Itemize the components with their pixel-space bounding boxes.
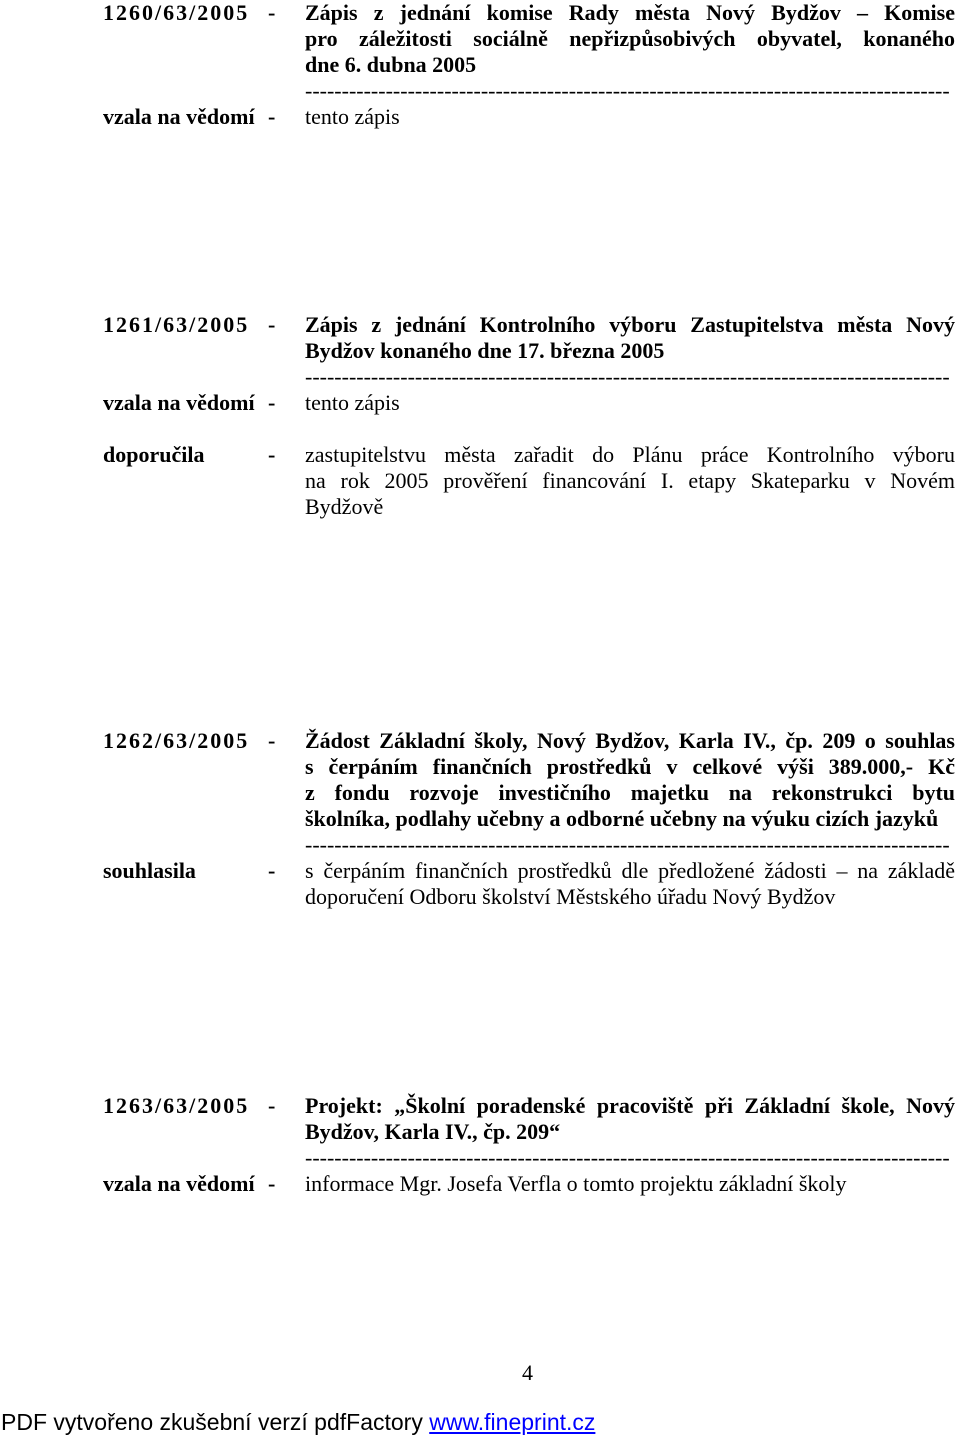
resolution-header [103, 1093, 955, 1171]
resolution-dash: - [268, 1093, 276, 1118]
action-dash: - [268, 858, 276, 883]
action-text [305, 390, 955, 416]
action-row [103, 442, 955, 520]
action-text-line: doporučení Odboru školství Městského úřadu Nový Bydžov [305, 884, 836, 909]
action-text-line: s čerpáním finančních prostředků dle předložené žádosti – na základě [305, 858, 955, 883]
action-dash: - [268, 442, 276, 467]
resolution-header [103, 728, 955, 858]
resolution-number: 1262/63/2005 [103, 728, 250, 753]
action-text-line: informace Mgr. Josefa Verfla o tomto projektu základní školy [305, 1171, 847, 1196]
action-text-line: Bydžově [305, 494, 384, 519]
separator-line: ---------------------------------------------------------------------------------------- [305, 78, 950, 103]
resolution-dash: - [268, 312, 276, 337]
resolution-title-line: Bydžov konaného dne 17. března 2005 [305, 338, 665, 363]
footer-link[interactable]: www.fineprint.cz [429, 1409, 596, 1435]
action-dash: - [268, 104, 276, 129]
action-row [103, 104, 955, 130]
resolution-number: 1261/63/2005 [103, 312, 250, 337]
resolution-entry [103, 312, 955, 520]
resolution-entry [103, 0, 955, 130]
resolution-dash: - [268, 728, 276, 753]
resolution-entry [103, 728, 955, 910]
footer-text: PDF vytvořeno zkušební verzí pdfFactory [1, 1409, 423, 1435]
separator-line: ---------------------------------------------------------------------------------------- [305, 832, 950, 857]
action-row [103, 858, 955, 910]
resolution-title-line: pro záležitosti sociálně nepřizpůsobivých obyvatel, konaného [305, 26, 955, 51]
action-text-line: tento zápis [305, 104, 400, 129]
resolution-dash: - [268, 0, 276, 25]
resolution-header [103, 0, 955, 104]
resolution-title-line: z fondu rozvoje investičního majetku na rekonstrukci bytu [305, 780, 955, 805]
separator-line: ---------------------------------------------------------------------------------------- [305, 364, 950, 389]
action-row [103, 1171, 955, 1197]
resolution-title [305, 0, 955, 104]
resolution-title-line: s čerpáním finančních prostředků v celkové výši 389.000,- Kč [305, 754, 955, 779]
resolution-title-line: Zápis z jednání komise Rady města Nový Bydžov – Komise [305, 0, 955, 25]
resolution-title [305, 728, 955, 858]
resolution-header [103, 312, 955, 390]
action-row [103, 390, 955, 416]
action-label: vzala na vědomí [103, 390, 255, 415]
resolution-entry [103, 1093, 955, 1197]
resolution-title [305, 312, 955, 390]
resolution-number: 1260/63/2005 [103, 0, 250, 25]
resolution-title-line: školníka, podlahy učebny a odborné učebny na výuku cizích jazyků [305, 806, 939, 831]
resolution-title-line: Projekt: „Školní poradenské pracoviště při Základní škole, Nový [305, 1093, 955, 1118]
separator-line: ---------------------------------------------------------------------------------------- [305, 1145, 950, 1170]
action-text [305, 1171, 955, 1197]
resolution-title-line: Bydžov, Karla IV., čp. 209“ [305, 1119, 561, 1144]
resolution-title [305, 1093, 955, 1171]
action-label: vzala na vědomí [103, 104, 255, 129]
resolution-title-line: Zápis z jednání Kontrolního výboru Zastupitelstva města Nový [305, 312, 955, 337]
action-label: souhlasila [103, 858, 196, 883]
resolution-number: 1263/63/2005 [103, 1093, 250, 1118]
action-label: doporučila [103, 442, 205, 467]
action-text [305, 858, 955, 910]
action-text-line: zastupitelstvu města zařadit do Plánu práce Kontrolního výboru [305, 442, 955, 467]
action-text [305, 442, 955, 520]
footer [1, 1409, 595, 1435]
resolution-title-line: Žádost Základní školy, Nový Bydžov, Karla IV., čp. 209 o souhlas [305, 728, 955, 753]
action-text-line: tento zápis [305, 390, 400, 415]
action-label: vzala na vědomí [103, 1171, 255, 1196]
action-dash: - [268, 1171, 276, 1196]
page-number: 4 [522, 1360, 533, 1385]
action-text [305, 104, 955, 130]
action-text-line: na rok 2005 prověření financování I. etapy Skateparku v Novém [305, 468, 955, 493]
action-dash: - [268, 390, 276, 415]
resolution-title-line: dne 6. dubna 2005 [305, 52, 477, 77]
